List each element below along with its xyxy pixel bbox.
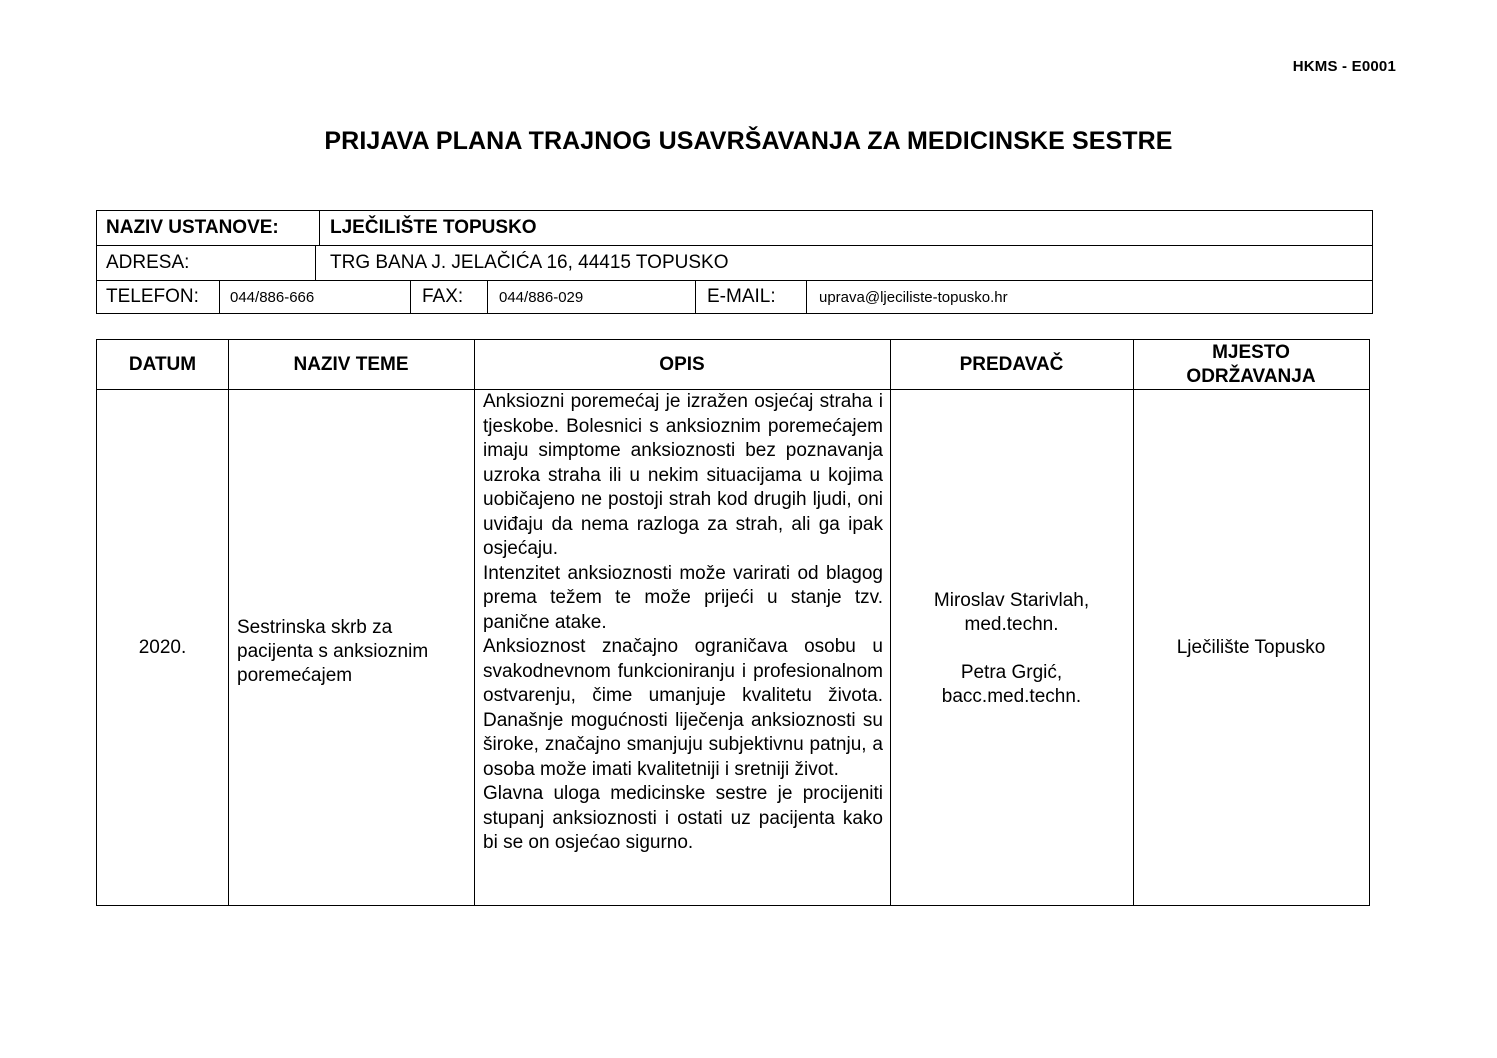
cell-divider [410, 280, 411, 314]
address-label: ADRESA: [106, 251, 190, 273]
institution-name-value: LJEČILIŠTE TOPUSKO [330, 217, 537, 238]
row-opis [483, 390, 883, 856]
column-divider [474, 340, 475, 905]
header-opis: OPIS [659, 353, 705, 375]
column-divider [228, 340, 229, 905]
cell-divider [806, 280, 807, 314]
institution-info-table [96, 210, 1373, 314]
cell-divider [219, 280, 220, 314]
header-mjesto-odrzavanja [1133, 340, 1369, 389]
institution-contact-row [97, 280, 1372, 314]
header-naziv-teme: NAZIV TEME [293, 353, 409, 375]
cell-divider [315, 245, 316, 280]
lecturer-title: med.techn. [964, 613, 1059, 635]
naziv-teme-line: Sestrinska skrb za [237, 616, 393, 638]
address-value: TRG BANA J. JELAČIĆA 16, 44415 TOPUSKO [330, 251, 729, 273]
opis-paragraph: Glavna uloga medicinske sestre je procijeniti stupanj anksioznosti i ostati uz pacijenta kako bi se on osjećao sigurno. [483, 783, 883, 853]
header-datum: DATUM [128, 353, 197, 375]
row-naziv-teme [237, 390, 473, 905]
opis-paragraph: Anksioznost značajno ograničava osobu u svakodnevnom funkcioniranju i profesionalnom ostvarenju, čime umanjuje kvalitetu života. Današnje mogućnosti liječenja anksioznosti su široke, značajno smanjuju subjektivnu patnju, a osoba može imati kvalitetniji i sretniji život. [483, 636, 883, 780]
lecturer-name: Petra Grgić, [960, 661, 1063, 683]
header-predavac: PREDAVAČ [959, 353, 1064, 375]
phone-value: 044/886-666 [230, 288, 315, 306]
cell-divider [319, 211, 320, 245]
opis-paragraph: Anksiozni poremećaj je izražen osjećaj straha i tjeskobe. Bolesnici s anksioznim poremećajem imaju simptome anksioznosti bez poznavanja uzroka straha ili u nekim situacijama u kojima uobičajeno ne postoji strah kod drugih ljudi, oni uviđaju da nema razloga za strah, ali ga ipak osjećaju. [483, 391, 883, 559]
fax-label: FAX: [422, 286, 464, 307]
row-predavac [890, 390, 1133, 905]
training-plan-table [96, 339, 1370, 906]
lecturer-title: bacc.med.techn. [941, 685, 1082, 707]
opis-paragraph: Intenzitet anksioznosti može varirati od blagog prema težem te može prijeći u stanje tzv. panične atake. [483, 562, 883, 633]
phone-label: TELEFON: [106, 286, 199, 307]
header-mjesto-line1: MJESTO [1212, 341, 1290, 363]
institution-name-row [97, 211, 1372, 246]
naziv-teme-line: poremećajem [237, 664, 353, 686]
institution-name-label: NAZIV USTANOVE: [106, 217, 279, 238]
cell-divider [695, 280, 696, 314]
institution-address-row [97, 245, 1372, 281]
naziv-teme-line: pacijenta s anksioznim [237, 640, 429, 662]
row-datum: 2020. [138, 636, 187, 658]
document-code: HKMS - E0001 [1292, 58, 1396, 75]
email-label: E-MAIL: [707, 286, 776, 307]
lecturer-spacer [934, 637, 1089, 661]
row-mjesto: Lječilište Topusko [1176, 636, 1326, 658]
email-value: uprava@ljeciliste-topusko.hr [819, 288, 1008, 306]
lecturer-name: Miroslav Starivlah, [933, 589, 1090, 611]
fax-value: 044/886-029 [499, 288, 584, 306]
cell-divider [487, 280, 488, 314]
header-mjesto-line2: ODRŽAVANJA [1186, 365, 1316, 387]
page-title: PRIJAVA PLANA TRAJNOG USAVRŠAVANJA ZA MEDICINSKE SESTRE [324, 127, 1173, 155]
